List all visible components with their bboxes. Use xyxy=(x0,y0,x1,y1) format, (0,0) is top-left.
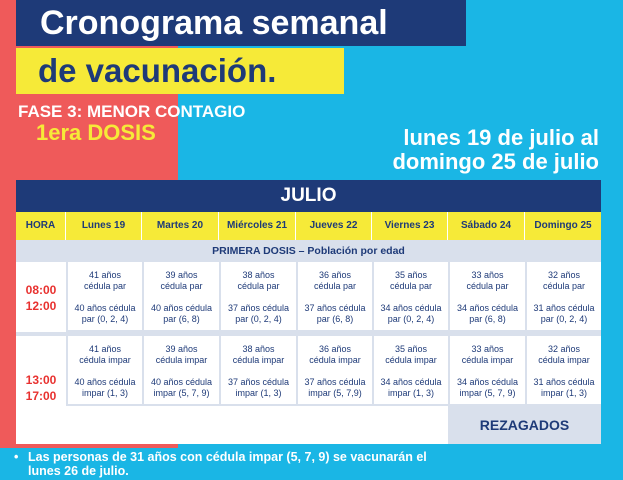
cell-primary-group: 36 años cédula impar xyxy=(309,344,361,365)
cell-secondary-group: 37 años cédula par (6, 8) xyxy=(304,303,366,324)
schedule-cell xyxy=(219,336,296,406)
cell-secondary-group: 31 años cédula par (0, 2, 4) xyxy=(533,303,595,324)
bullet-icon: • xyxy=(14,450,19,464)
cell-secondary-group: 40 años cédula par (0, 2, 4) xyxy=(74,303,136,324)
schedule-cell xyxy=(142,336,219,406)
time-slot-afternoon xyxy=(16,372,66,404)
cell-secondary-group: 34 años cédula impar (1, 3) xyxy=(380,377,442,398)
schedule-cell xyxy=(142,262,219,332)
month-header: JULIO xyxy=(16,180,601,212)
cell-primary-group: 33 años cédula par xyxy=(466,270,509,291)
cell-secondary-group: 34 años cédula par (6, 8) xyxy=(456,303,519,324)
header-day: Viernes 23 xyxy=(372,212,448,240)
schedule-cell xyxy=(296,262,372,332)
date-range-line2: domingo 25 de julio xyxy=(392,149,599,174)
schedule-cell xyxy=(448,262,525,332)
cell-primary-group: 36 años cédula par xyxy=(313,270,357,291)
cell-secondary-group: 37 años cédula par (0, 2, 4) xyxy=(227,303,290,324)
cell-secondary-group: 40 años cédula impar (1, 3) xyxy=(74,377,136,398)
schedule-cell xyxy=(525,336,601,406)
header-day: Domingo 25 xyxy=(525,212,601,240)
cell-secondary-group: 37 años cédula impar (5, 7,9) xyxy=(304,377,366,398)
date-range xyxy=(299,126,599,174)
cell-primary-group: 39 años cédula par xyxy=(160,270,203,291)
schedule-cell xyxy=(66,262,142,332)
title-line1: Cronograma semanal xyxy=(16,0,466,46)
time-slot-morning xyxy=(16,282,66,314)
cell-secondary-group: 40 años cédula par (6, 8) xyxy=(150,303,213,324)
cell-secondary-group: 34 años cédula impar (5, 7, 9) xyxy=(456,377,519,398)
schedule-cell xyxy=(525,262,601,332)
phase-label: FASE 3: MENOR CONTAGIO xyxy=(18,102,246,121)
cell-secondary-group: 40 años cédula impar (5, 7, 9) xyxy=(150,377,213,398)
dose-label: 1era DOSIS xyxy=(36,120,156,145)
cell-primary-group: 38 años cédula impar xyxy=(232,344,285,365)
schedule-cell xyxy=(372,336,448,406)
header-day: Miércoles 21 xyxy=(219,212,296,240)
time-start: 13:00 xyxy=(25,373,57,387)
schedule-cell xyxy=(219,262,296,332)
cell-primary-group: 32 años cédula impar xyxy=(538,344,590,365)
header-hora: HORA xyxy=(16,212,66,240)
cell-primary-group: 41 años cédula impar xyxy=(79,344,131,365)
schedule-cell xyxy=(448,336,525,406)
date-range-line1: lunes 19 de julio al xyxy=(403,125,599,150)
rezagados-label: REZAGADOS xyxy=(448,406,601,444)
header-day: Martes 20 xyxy=(142,212,219,240)
schedule-cell xyxy=(372,262,448,332)
time-end: 17:00 xyxy=(25,389,57,403)
section-title: PRIMERA DOSIS – Población por edad xyxy=(16,240,601,262)
footnote xyxy=(14,450,454,478)
cell-primary-group: 32 años cédula par xyxy=(542,270,586,291)
cell-secondary-group: 37 años cédula impar (1, 3) xyxy=(227,377,290,398)
cell-primary-group: 39 años cédula impar xyxy=(155,344,208,365)
cell-primary-group: 35 años cédula par xyxy=(389,270,433,291)
cell-primary-group: 41 años cédula par xyxy=(83,270,127,291)
time-end: 12:00 xyxy=(25,299,57,313)
header-day: Jueves 22 xyxy=(296,212,372,240)
cell-secondary-group: 31 años cédula impar (1, 3) xyxy=(533,377,595,398)
schedule-cell xyxy=(296,336,372,406)
schedule-cell xyxy=(66,336,142,406)
header-day: Lunes 19 xyxy=(66,212,142,240)
cell-primary-group: 38 años cédula par xyxy=(237,270,280,291)
time-start: 08:00 xyxy=(25,283,57,297)
schedule-table xyxy=(16,180,601,444)
title-line2: de vacunación. xyxy=(16,48,344,94)
footnote-text: Las personas de 31 años con cédula impar (5, 7, 9) se vacunarán el lunes 26 de julio. xyxy=(28,450,427,478)
cell-secondary-group: 34 años cédula par (0, 2, 4) xyxy=(380,303,442,324)
cell-primary-group: 35 años cédula impar xyxy=(385,344,437,365)
header-day: Sábado 24 xyxy=(448,212,525,240)
cell-primary-group: 33 años cédula impar xyxy=(461,344,514,365)
